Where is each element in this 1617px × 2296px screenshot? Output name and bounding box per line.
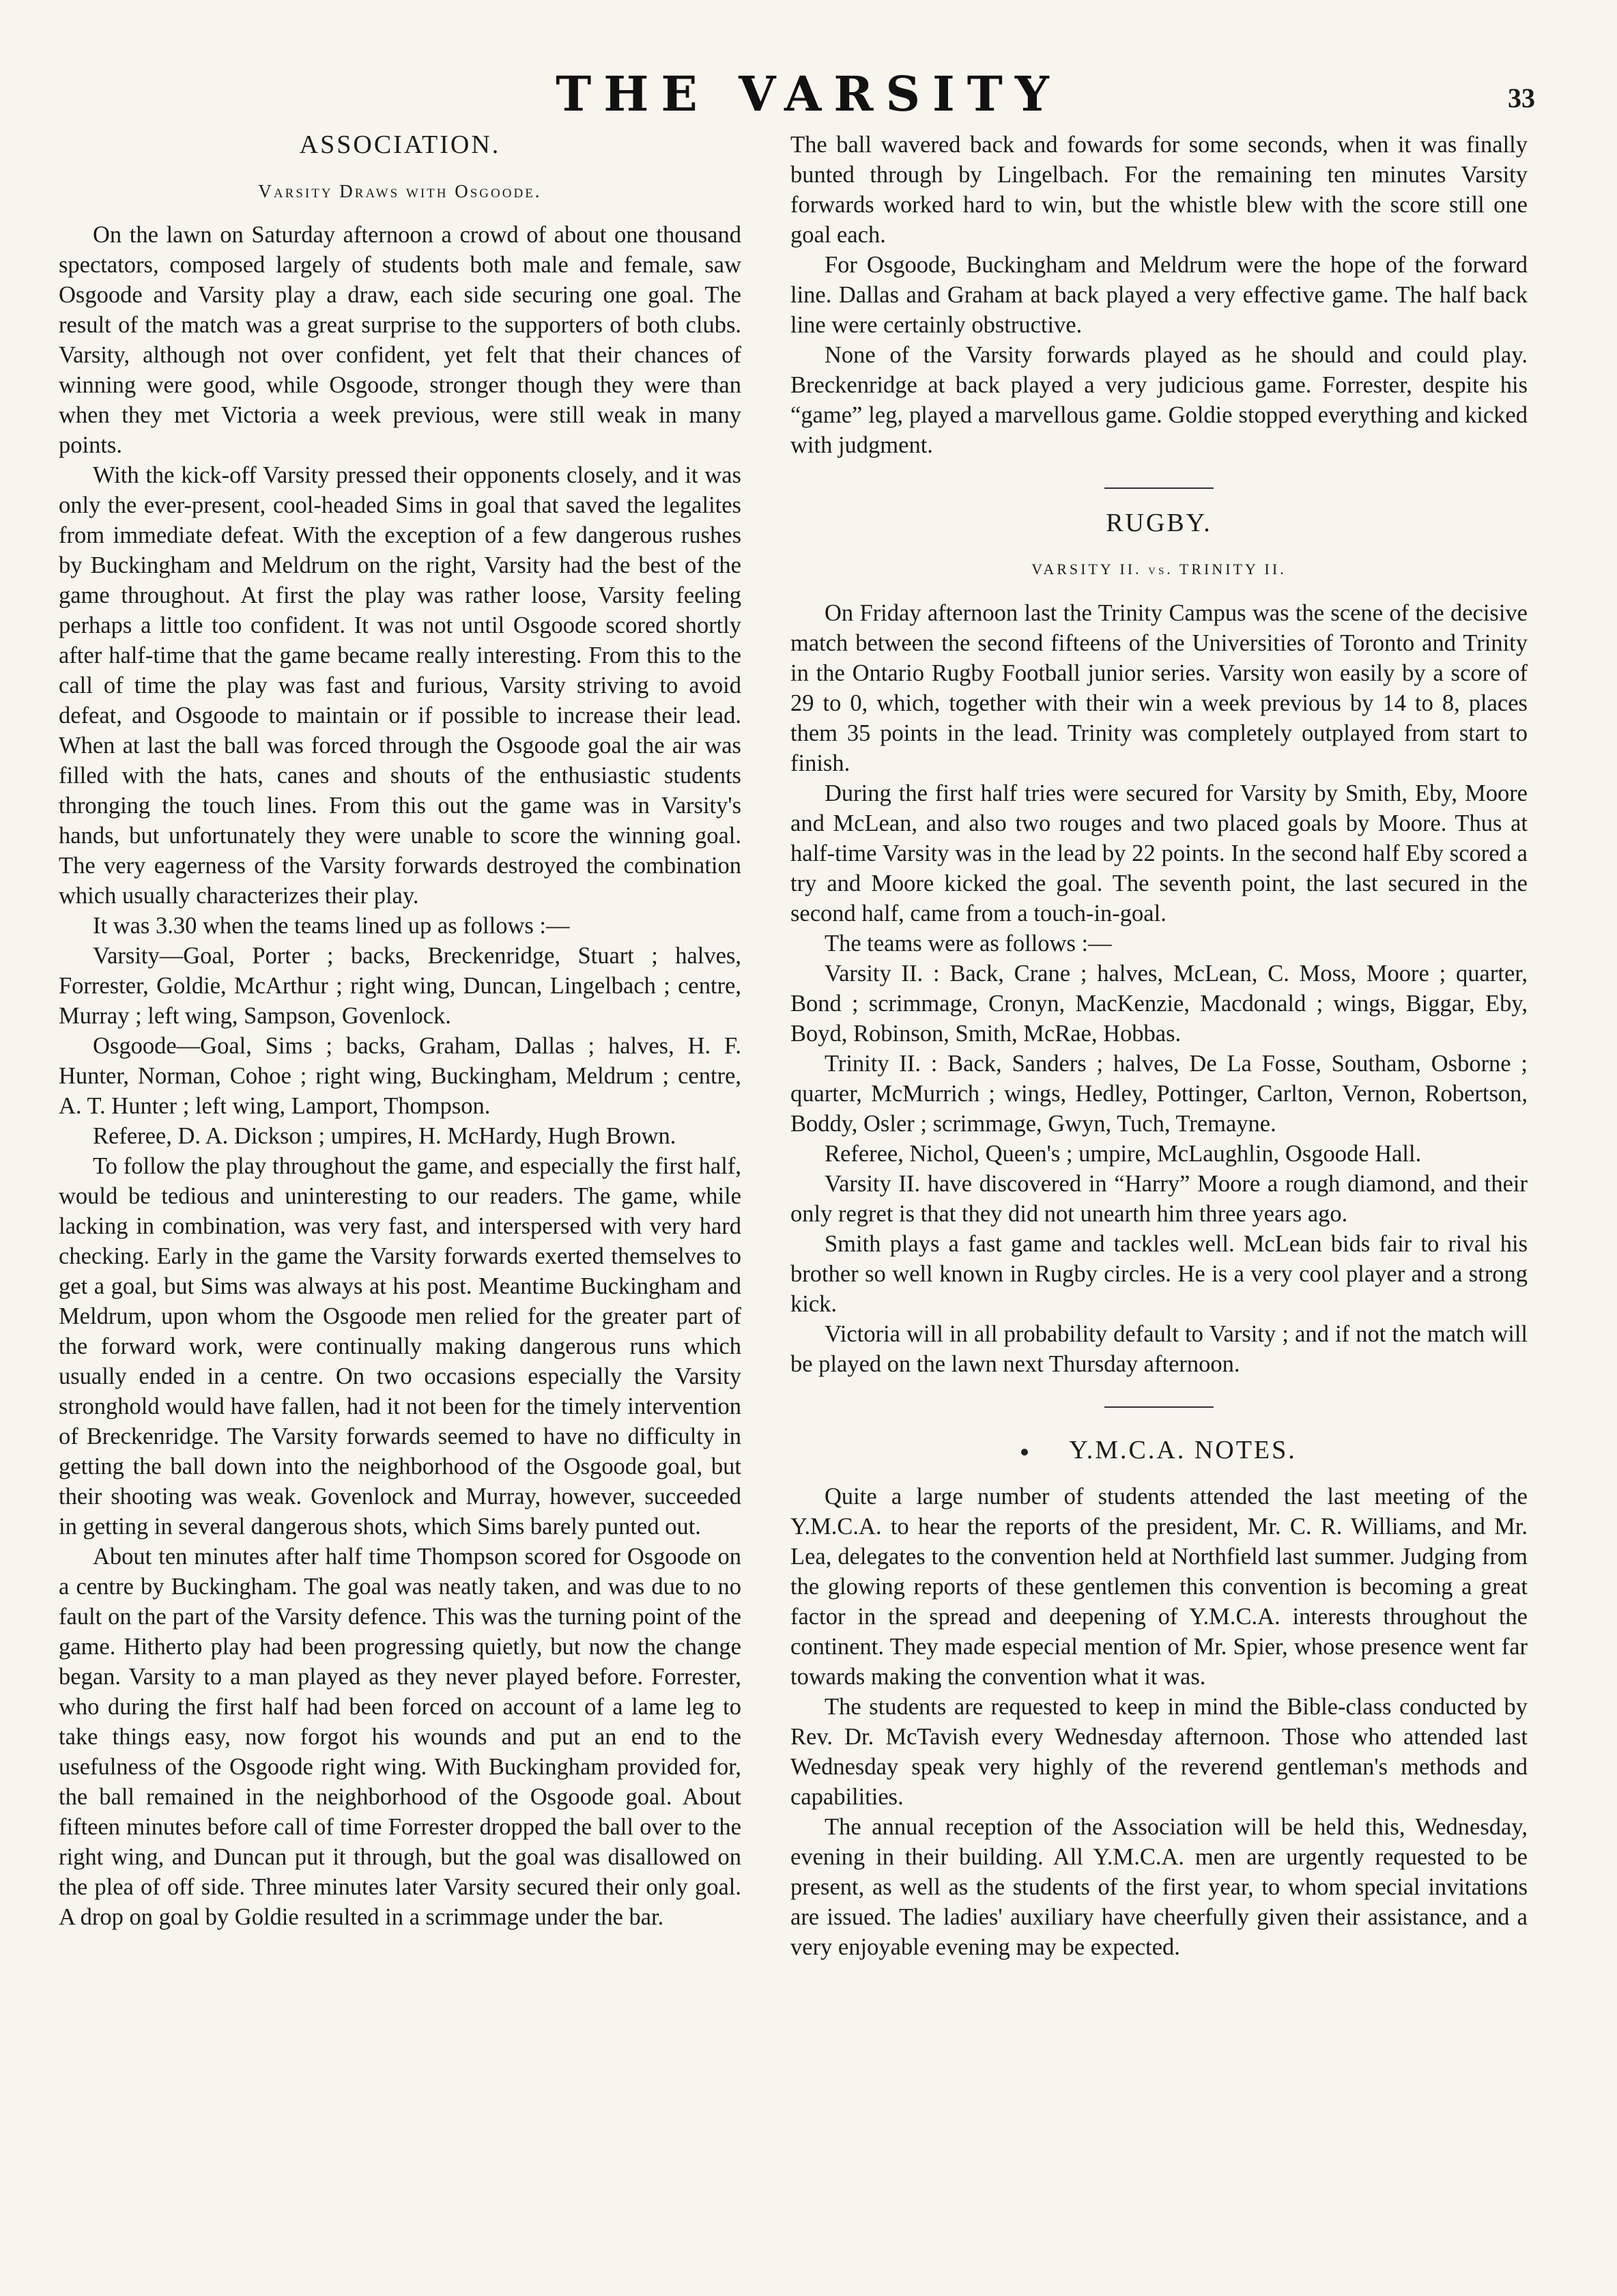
association-paragraph: It was 3.30 when the teams lined up as follows :—	[93, 913, 570, 939]
ymca-paragraph: The students are requested to keep in mind the Bible-class conducted by Rev. Dr. McTavish every Wednesday afternoon. Those who attended last Wednesday speak very highly of the reverend gentleman's methods and capabilities.	[790, 1694, 1528, 1810]
association-heading: ASSOCIATION.	[299, 130, 501, 159]
association-continued: None of the Varsity forwards played as he should and could play. Breckenridge at back played a very judicious game. Forrester, despite his “game” leg, played a marvellous game. Goldie stopped everything and kicked with judgment.	[790, 342, 1528, 458]
rugby-paragraph: The teams were as follows :—	[825, 931, 1112, 956]
association-paragraph: To follow the play throughout the game, and especially the first half, would be tedious and uninteresting to our readers. The game, while lacking in combination, was very fast, and interspersed with very hard checking. Early in the game the Varsity forwards exerted themselves to get a goal, but Sims was always at his post. Meantime Buckingham and Meldrum, upon whom the Osgoode men relied for the greater part of the forward work, were continually making dangerous runs which usually ended in a centre. On two occasions especially the Varsity stronghold would have fallen, had it not been for the timely intervention of Breckenridge. The Varsity forwards seemed to have no difficulty in getting the ball down into the neighborhood of the Osgoode goal, but their shooting was weak. Govenlock and Murray, however, succeeded in getting in several dangerous shots, which Sims barely punted out.	[59, 1153, 741, 1540]
rugby-paragraph: Smith plays a fast game and tackles well. McLean bids fair to rival his brother so well known in Rugby circles. He is a very cool player and a strong kick.	[790, 1231, 1528, 1317]
right-column	[790, 130, 1528, 1962]
ymca-heading: Y.M.C.A. NOTES.	[1069, 1436, 1297, 1464]
rugby-paragraph: Victoria will in all probability default to Varsity ; and if not the match will be played on the lawn next Thursday afternoon.	[790, 1321, 1528, 1377]
rugby-subheading: VARSITY II. vs. TRINITY II.	[1031, 561, 1287, 578]
rugby-paragraph: During the first half tries were secured for Varsity by Smith, Eby, Moore and McLean, and also two rouges and two placed goals by Moore. Thus at half-time Varsity was in the lead by 22 points. In the second half Eby scored a try and Moore kicked the goal. The seventh point, the last secured in the second half, came from a touch-in-goal.	[790, 780, 1528, 926]
officials: Referee, D. A. Dickson ; umpires, H. McHardy, Hugh Brown.	[93, 1123, 676, 1149]
rugby-paragraph: Varsity II. have discovered in “Harry” Moore a rough diamond, and their only regret is that they did not unearth him three years ago.	[790, 1171, 1528, 1227]
osgoode-lineup: Osgoode—Goal, Sims ; backs, Graham, Dallas ; halves, H. F. Hunter, Norman, Cohoe ; right wing, Buckingham, Meldrum ; centre, A. T. Hunter ; left wing, Lamport, Thompson.	[59, 1033, 741, 1119]
association-subheading: Varsity Draws with Osgoode.	[258, 181, 542, 201]
page-number: 33	[1508, 83, 1535, 113]
association-paragraph: On the lawn on Saturday afternoon a crowd of about one thousand spectators, composed largely of students both male and female, saw Osgoode and Varsity play a draw, each side securing one goal. The result of the match was a great surprise to the supporters of both clubs. Varsity, although not over confident, yet felt that their chances of winning were good, while Osgoode, stronger though they were than when they met Victoria a week previous, were still weak in many points.	[59, 222, 741, 458]
association-paragraph: About ten minutes after half time Thompson scored for Osgoode on a centre by Buckingham. The goal was neatly taken, and was due to no fault on the part of the Varsity defence. This was the turning point of the game. Hitherto play had been progressing quietly, but now the change began. Varsity to a man played as they never played before. Forrester, who during the first half had been forced on account of a lame leg to take things easy, now forgot his wounds and put an end to the usefulness of the Osgoode right wing. With Buckingham provided for, the ball remained in the neighborhood of the Osgoode goal. About fifteen minutes before call of time Forrester dropped the ball over to the right wing, and Duncan put it through, but the goal was disallowed on the plea of off side. Three minutes later Varsity secured their only goal. A drop on goal by Goldie resulted in a scrimmage under the bar.	[59, 1544, 741, 1930]
rugby-officials: Referee, Nichol, Queen's ; umpire, McLaughlin, Osgoode Hall.	[825, 1141, 1422, 1167]
rugby-lineup: Trinity II. : Back, Sanders ; halves, De La Fosse, Southam, Osborne ; quarter, McMurrich ; wings, Hedley, Pottinger, Carlton, Vernon, Robertson, Boddy, Osler ; scrimmage, Gwyn, Tuch, Tremayne.	[790, 1051, 1528, 1137]
ymca-paragraph: Quite a large number of students attended the last meeting of the Y.M.C.A. to hear the reports of the president, Mr. C. R. Williams, and Mr. Lea, delegates to the convention held at Northfield last summer. Judging from the glowing reports of these gentlemen this convention is becoming a great factor in the spread and deepening of Y.M.C.A. interests throughout the continent. They made especial mention of Mr. Spier, whose presence went far towards making the convention what it was.	[790, 1484, 1528, 1690]
bullet-mark	[1021, 1449, 1028, 1456]
ymca-paragraph: The annual reception of the Association will be held this, Wednesday, evening in their building. All Y.M.C.A. men are urgently requested to be present, as well as the students of the first year, to whom special invitations are issued. The ladies' auxiliary have cheerfully given their assistance, and a very enjoyable evening may be expected.	[790, 1814, 1528, 1960]
section-divider	[1104, 487, 1214, 489]
ymca-heading-row	[790, 1435, 1528, 1465]
rugby-paragraph: On Friday afternoon last the Trinity Campus was the scene of the decisive match between the second fifteens of the Universities of Toronto and Trinity in the Ontario Rugby Football junior series. Varsity won easily by a score of 29 to 0, which, together with their win a week previous by 14 to 8, places them 35 points in the lead. Trinity was completely outplayed from start to finish.	[790, 600, 1528, 776]
association-continued: For Osgoode, Buckingham and Meldrum were the hope of the forward line. Dallas and Graham at back played a very effective game. The half back line were certainly obstructive.	[790, 252, 1528, 338]
section-divider	[1104, 1406, 1214, 1408]
masthead: THE VARSITY	[556, 66, 1061, 122]
left-column	[59, 130, 741, 1932]
varsity-lineup: Varsity—Goal, Porter ; backs, Breckenridge, Stuart ; halves, Forrester, Goldie, McArthur ; right wing, Duncan, Lingelbach ; centre, Murray ; left wing, Sampson, Govenlock.	[59, 943, 741, 1029]
association-paragraph: With the kick-off Varsity pressed their opponents closely, and it was only the ever-present, cool-headed Sims in goal that saved the legalites from immediate defeat. With the exception of a few dangerous rushes by Buckingham and Meldrum on the right, Varsity had the best of the game throughout. At first the play was rather loose, Varsity feeling perhaps a little too confident. It was not until Osgoode scored shortly after half-time that the game became really interesting. From this to the call of time the play was fast and furious, Varsity striving to avoid defeat, and Osgoode to maintain or if possible to increase their lead. When at last the ball was forced through the Osgoode goal the air was filled with the hats, canes and shouts of the enthusiastic students thronging the touch lines. From this out the game was in Varsity's hands, but unfortunately they were unable to score the winning goal. The very eagerness of the Varsity forwards destroyed the combination which usually characterizes their play.	[59, 462, 741, 909]
rugby-heading: RUGBY.	[1106, 509, 1212, 537]
rugby-lineup: Varsity II. : Back, Crane ; halves, McLean, C. Moss, Moore ; quarter, Bond ; scrimmage, Cronyn, MacKenzie, Macdonald ; wings, Biggar, Eby, Boyd, Robinson, Smith, McRae, Hobbas.	[790, 961, 1528, 1047]
association-continued: The ball wavered back and fowards for some seconds, when it was finally bunted through by Lingelbach. For the remaining ten minutes Varsity forwards worked hard to win, but the whistle blew with the score still one goal each.	[790, 132, 1528, 248]
